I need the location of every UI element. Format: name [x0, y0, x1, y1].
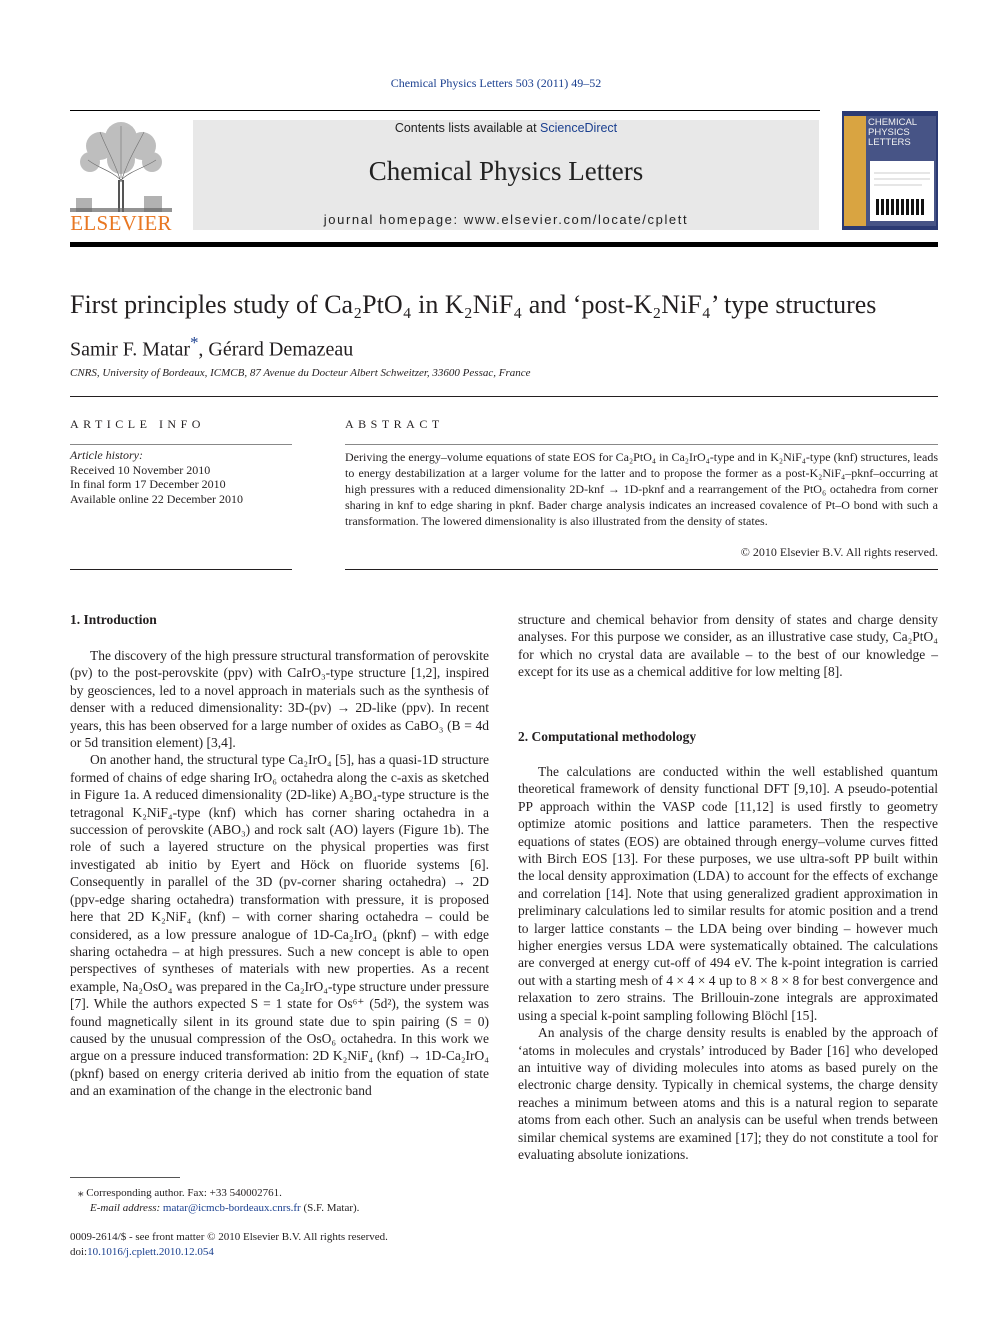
- article-info-bottom-rule: [70, 569, 292, 570]
- abstract-rule: [345, 444, 938, 445]
- received-date: Received 10 November 2010: [70, 462, 211, 477]
- abstract-heading: ABSTRACT: [345, 417, 444, 431]
- contents-line: [193, 121, 819, 135]
- author-list: [70, 333, 353, 362]
- issn-line: 0009-2614/$ - see front matter © 2010 Elsevier B.V. All rights reserved.: [70, 1231, 388, 1243]
- introduction-continued: [518, 611, 938, 681]
- author-matar: Samir F. Matar: [70, 338, 191, 361]
- corresponding-author-note: ⁎ Corresponding author. Fax: +33 540002761.: [78, 1187, 282, 1199]
- methodology-body: [518, 763, 938, 1163]
- footnote-rule: [70, 1177, 180, 1178]
- header-bottom-rule: [70, 242, 938, 247]
- online-date: Available online 22 December 2010: [70, 491, 244, 506]
- header-top-rule: [70, 110, 820, 111]
- abstract-bottom-rule: [345, 569, 938, 570]
- sciencedirect-link[interactable]: ScienceDirect: [540, 121, 618, 135]
- journal-homepage[interactable]: journal homepage: www.elsevier.com/locate/cplett: [323, 212, 689, 227]
- final-form-date: In final form 17 December 2010: [70, 477, 226, 491]
- email-label: E-mail address:: [90, 1202, 163, 1214]
- introduction-body: [70, 647, 489, 1100]
- cover-journal-title: CHEMICAL PHYSICS LETTERS: [868, 117, 917, 148]
- author-demazeau: , Gérard Demazeau: [198, 338, 354, 361]
- method-paragraph-1: The calculations are conducted within the well established quantum theoretical framework of density functional DFT [9,10]. A pseudo-potential PP approach within the VASP code [11,12] is used firstly to geometry optimize atomic positions and lattice parameters. Then the respective equations of states (EOS) are obtained through energy–volume curves fitted with Birch EOS [13]. For these purposes, we use ultra-soft PP built within the local density approximation (LDA) to account for the effects of exchange and correlation [14]. Note that using generalized gradient approximation in preliminary calculations led to similar results for atomic position and a trend to larger lattice constants – the LDA being over binding – however much higher energies versus LDA were systematically obtained. The calculations are converged at energy cut-off of 494 eV. The k-point integration is carried out with a starting mesh of 4 × 4 × 4 up to 8 × 8 × 8 for best convergence and relaxation to zero strains. The Brillouin-zone integrals are approximated using a special k-point sampling following Blöchl [15].: [518, 764, 938, 1023]
- intro-paragraph-3: structure and chemical behavior from density of states and charge density analyses. For this purpose we consider, as an illustrative case study, Ca₂PtO₄ for which no crystal data are available – to the best of our knowledge – except for its use as a chemical additive for low melting [8].: [518, 612, 938, 680]
- doi-link[interactable]: 10.1016/j.cplett.2010.12.054: [87, 1246, 214, 1258]
- author-email-link[interactable]: matar@icmcb-bordeaux.cnrs.fr: [162, 1202, 301, 1214]
- title-separator: [70, 396, 938, 397]
- footnote: [78, 1186, 498, 1216]
- history-label: Article history:: [70, 448, 143, 462]
- article-info-heading: ARTICLE INFO: [70, 417, 205, 431]
- abstract-text: Deriving the energy–volume equations of state EOS for Ca₂PtO₄ in Ca₂IrO₄-type and in K₂NiF₄-type (knf) structures, leads to energy destabilization at a larger volume for the latter and to propose the former as a post-K₂NiF₄–pknf–occurring at high pressures with a reduced dimensionality 2D-knf → 1D-pknf and a rearrangement of the PtO₆ octahedra from corner sharing in knf to edge sharing in pknf. Bader charge analysis indicates an increased covalence of Pt–O bond with such a transformation. The lowered dimensionality is also illustrated from the density of states.: [345, 450, 938, 528]
- introduction-heading: 1. Introduction: [70, 612, 157, 627]
- article-info-rule: [70, 444, 292, 445]
- affiliation: CNRS, University of Bordeaux, ICMCB, 87 Avenue du Docteur Albert Schweitzer, 33600 Pessac, France: [70, 367, 531, 379]
- article-title: First principles study of Ca₂PtO₄ in K₂NiF₄ and ‘post-K₂NiF₄’ type structures: [70, 290, 877, 319]
- method-paragraph-2: An analysis of the charge density results is enabled by the approach of ‘atoms in molecules and crystals’ introduced by Bader [16] who developed an intuitive way of dividing molecules into atoms as based purely on the electronic charge density. Typically in chemical systems, the charge density reaches a minimum between atoms and this is a natural region to separate atoms from each other. Such an analysis can be useful when trends between similar chemical systems are examined [17]; they do not constitute a tool for evaluating absolute ionizations.: [518, 1025, 938, 1162]
- email-suffix: (S.F. Matar).: [300, 1202, 360, 1214]
- intro-paragraph-1: The discovery of the high pressure structural transformation of perovskite (pv) to the post-perovskite (ppv) with CaIrO₃-type structure [1,2], inspired by geosciences, led to a novel approach in materials such as the synthesis of denser with a reduced dimensionality: 3D-(pv) → 2D-like (ppv). In recent years, this has been observed for a large number of oxides as CaBO₃ (B = 4d or 5d transition element) [3,4].: [70, 648, 489, 751]
- corresponding-author-mark[interactable]: *: [190, 333, 199, 352]
- elsevier-wordmark: ELSEVIER: [70, 211, 172, 235]
- doi-label: doi:: [70, 1246, 88, 1258]
- abstract-copyright: © 2010 Elsevier B.V. All rights reserved.: [740, 545, 938, 559]
- journal-reference[interactable]: Chemical Physics Letters 503 (2011) 49–52: [390, 76, 602, 90]
- article-history: [70, 448, 292, 506]
- page-footer: [70, 1230, 570, 1260]
- journal-title: Chemical Physics Letters: [368, 156, 644, 186]
- methodology-heading: 2. Computational methodology: [518, 729, 697, 744]
- intro-paragraph-2: On another hand, the structural type Ca₂IrO₄ [5], has a quasi-1D structure formed of chains of edge sharing IrO₆ octahedra along the c-axis as sketched in Figure 1a. A reduced dimensionality (2D-like) A₂BO₄-type structure is the tetragonal K₂NiF₄-type (knf) which has corner sharing octahedra in a succession of perovskite (ABO₃) and rock salt (AO) layers (Figure 1b). The role of such a layered structure on the physical properties was first investigated ab initio by Eyert and Höck on fluoride systems [6]. Consequently in parallel of the 3D (pv-corner sharing octahedra) → 2D (ppv-edge sharing octahedra) transformation with pressure, it is proposed here that 2D K₂NiF₄ (knf) – with corner sharing octahedra – could be considered, as a low pressure analogue of 1D-Ca₂IrO₄ (pknf) – with edge sharing octahedra – at high pressures. Such a new concept is able to open perspectives of syntheses of materials with new properties. As a recent example, Na₂OsO₄ was prepared in the Ca₂IrO₄-type structure under pressure [7]. While the authors expected S = 1 state for Os⁶⁺ (5d²), the system was found magnetically silent in its ground state due to spin pairing (S = 0) caused by the unusual compression of the OsO₆ octahedra. In this work we argue on a pressure induced transformation: 2D K₂NiF₄ (knf) → 1D-Ca₂IrO₄ (pknf) based on energy criteria derived ab initio from the equation of state and an examination of the change in the electronic band: [70, 752, 489, 1099]
- contents-prefix: Contents lists available at: [394, 121, 541, 135]
